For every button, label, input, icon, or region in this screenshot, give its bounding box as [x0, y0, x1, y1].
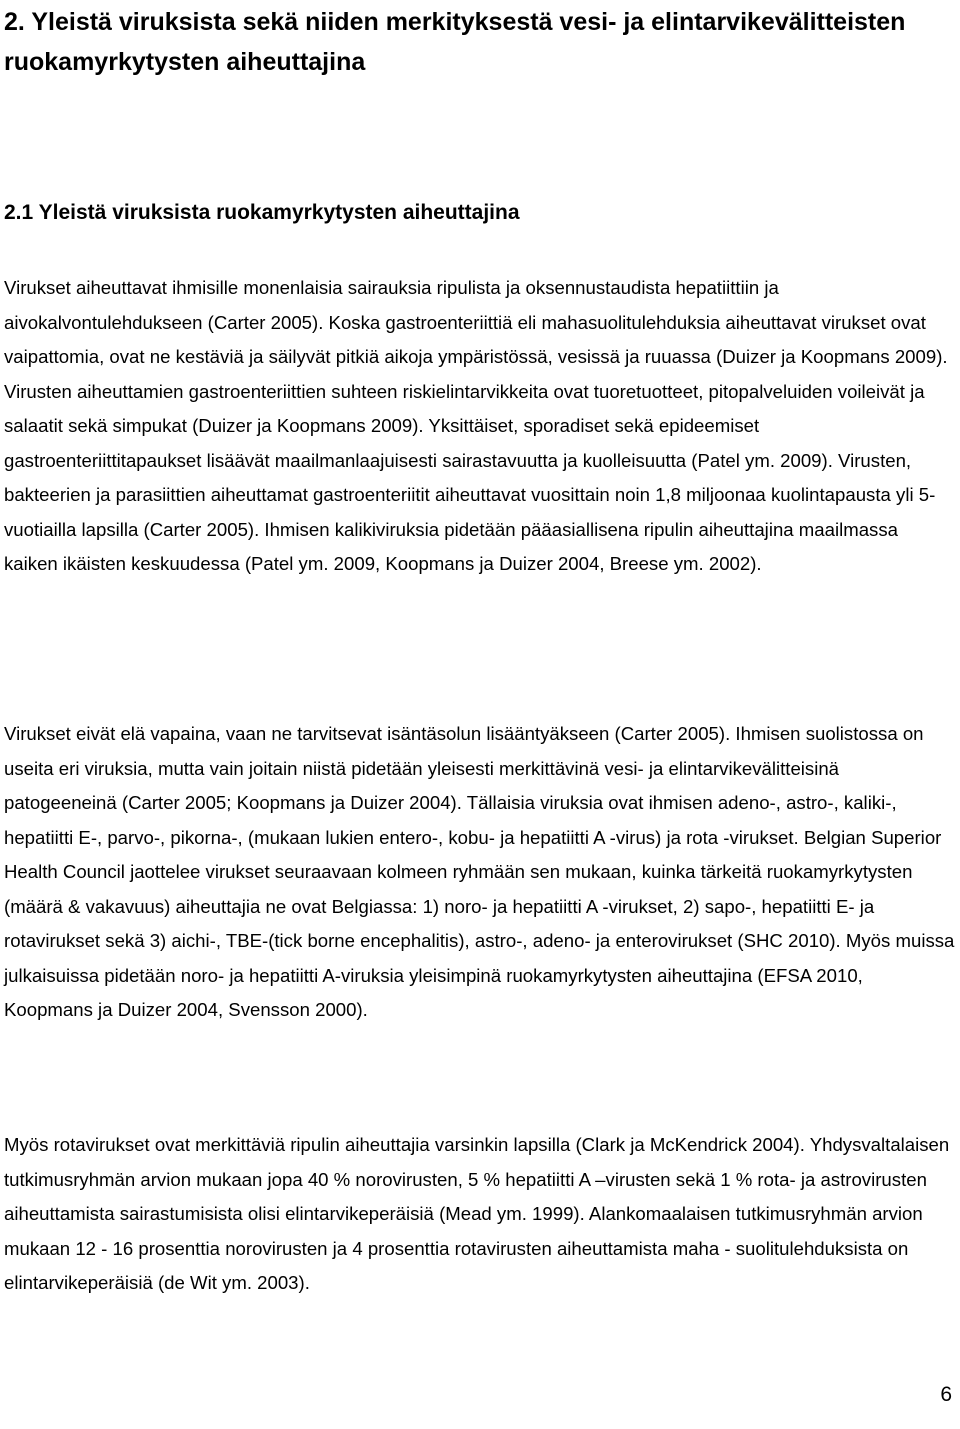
- paragraph-2: Virukset eivät elä vapaina, vaan ne tarvitsevat isäntäsolun lisääntyäkseen (Carter 2005). Ihmisen suolistossa on useita eri viruksia, mutta vain joitain niistä pidetään yleisesti merkittävinä vesi- ja elintarvikevälitteisinä patogeeneinä (Carter 2005; Koopmans ja Duizer 2004). Tällaisia viruksia ovat ihmisen adeno-, astro-, kaliki-, hepatiitti E-, parvo-, pikorna-, (mukaan lukien entero-, kobu- ja hepatiitti A -virus) ja rota -virukset. Belgian Superior Health Council jaottelee virukset seuraavaan kolmeen ryhmään sen mukaan, kuinka tärkeitä ruokamyrkytysten (määrä & vakavuus) aiheuttajia ne ovat Belgiassa: 1) noro- ja hepatiitti A -virukset, 2) sapo-, hepatiitti E- ja rotavirukset sekä 3) aichi-, TBE-(tick borne encephalitis), astro-, adeno- ja enterovirukset (SHC 2010). Myös muissa julkaisuissa pidetään noro- ja hepatiitti A-viruksia yleisimpinä ruokamyrkytysten aiheuttajina (EFSA 2010, Koopmans ja Duizer 2004, Svensson 2000).: [4, 723, 955, 1020]
- subsection-heading: 2.1 Yleistä viruksista ruokamyrkytysten aiheuttajina: [4, 201, 520, 224]
- page-number: 6: [940, 1383, 952, 1406]
- section-heading: 2. Yleistä viruksista sekä niiden merkityksestä vesi- ja elintarvikevälitteisten ruokamyrkytysten aiheuttajina: [4, 8, 906, 76]
- paragraph-1: Virukset aiheuttavat ihmisille monenlaisia sairauksia ripulista ja oksennustaudista hepatiittiin ja aivokalvontulehdukseen (Carter 2005). Koska gastroenteriittiä eli mahasuolitulehduksia aiheuttavat virukset ovat vaipattomia, ovat ne kestäviä ja säilyvät pitkiä aikoja ympäristössä, vesissä ja ruuassa (Duizer ja Koopmans 2009). Virusten aiheuttamien gastroenteriittien suhteen riskielintarvikkeita ovat tuoretuotteet, pitopalveluiden voileivät ja salaatit sekä simpukat (Duizer ja Koopmans 2009). Yksittäiset, sporadiset sekä epideemiset gastroenteriittitapaukset lisäävät maailmanlaajuisesti sairastavuutta ja kuolleisuutta (Patel ym. 2009). Virusten, bakteerien ja parasiittien aiheuttamat gastroenteriitit aiheuttavat vuosittain noin 1,8 miljoonaa kuolintapausta yli 5-vuotiailla lapsilla (Carter 2005). Ihmisen kalikiviruksia pidetään pääasiallisena ripulin aiheuttajina maailmassa kaiken ikäisten keskuudessa (Patel ym. 2009, Koopmans ja Duizer 2004, Breese ym. 2002).: [4, 277, 948, 574]
- paragraph-3: Myös rotavirukset ovat merkittäviä ripulin aiheuttajia varsinkin lapsilla (Clark ja McKendrick 2004). Yhdysvaltalaisen tutkimusryhmän arvion mukaan jopa 40 % norovirusten, 5 % hepatiitti A –virusten sekä 1 % rota- ja astrovirusten aiheuttamista sairastumisista olisi elintarvikeperäisiä (Mead ym. 1999). Alankomaalaisen tutkimusryhmän arvion mukaan 12 - 16 prosenttia norovirusten ja 4 prosenttia rotavirusten aiheuttamista maha - suolitulehduksista on elintarvikeperäisiä (de Wit ym. 2003).: [4, 1134, 950, 1293]
